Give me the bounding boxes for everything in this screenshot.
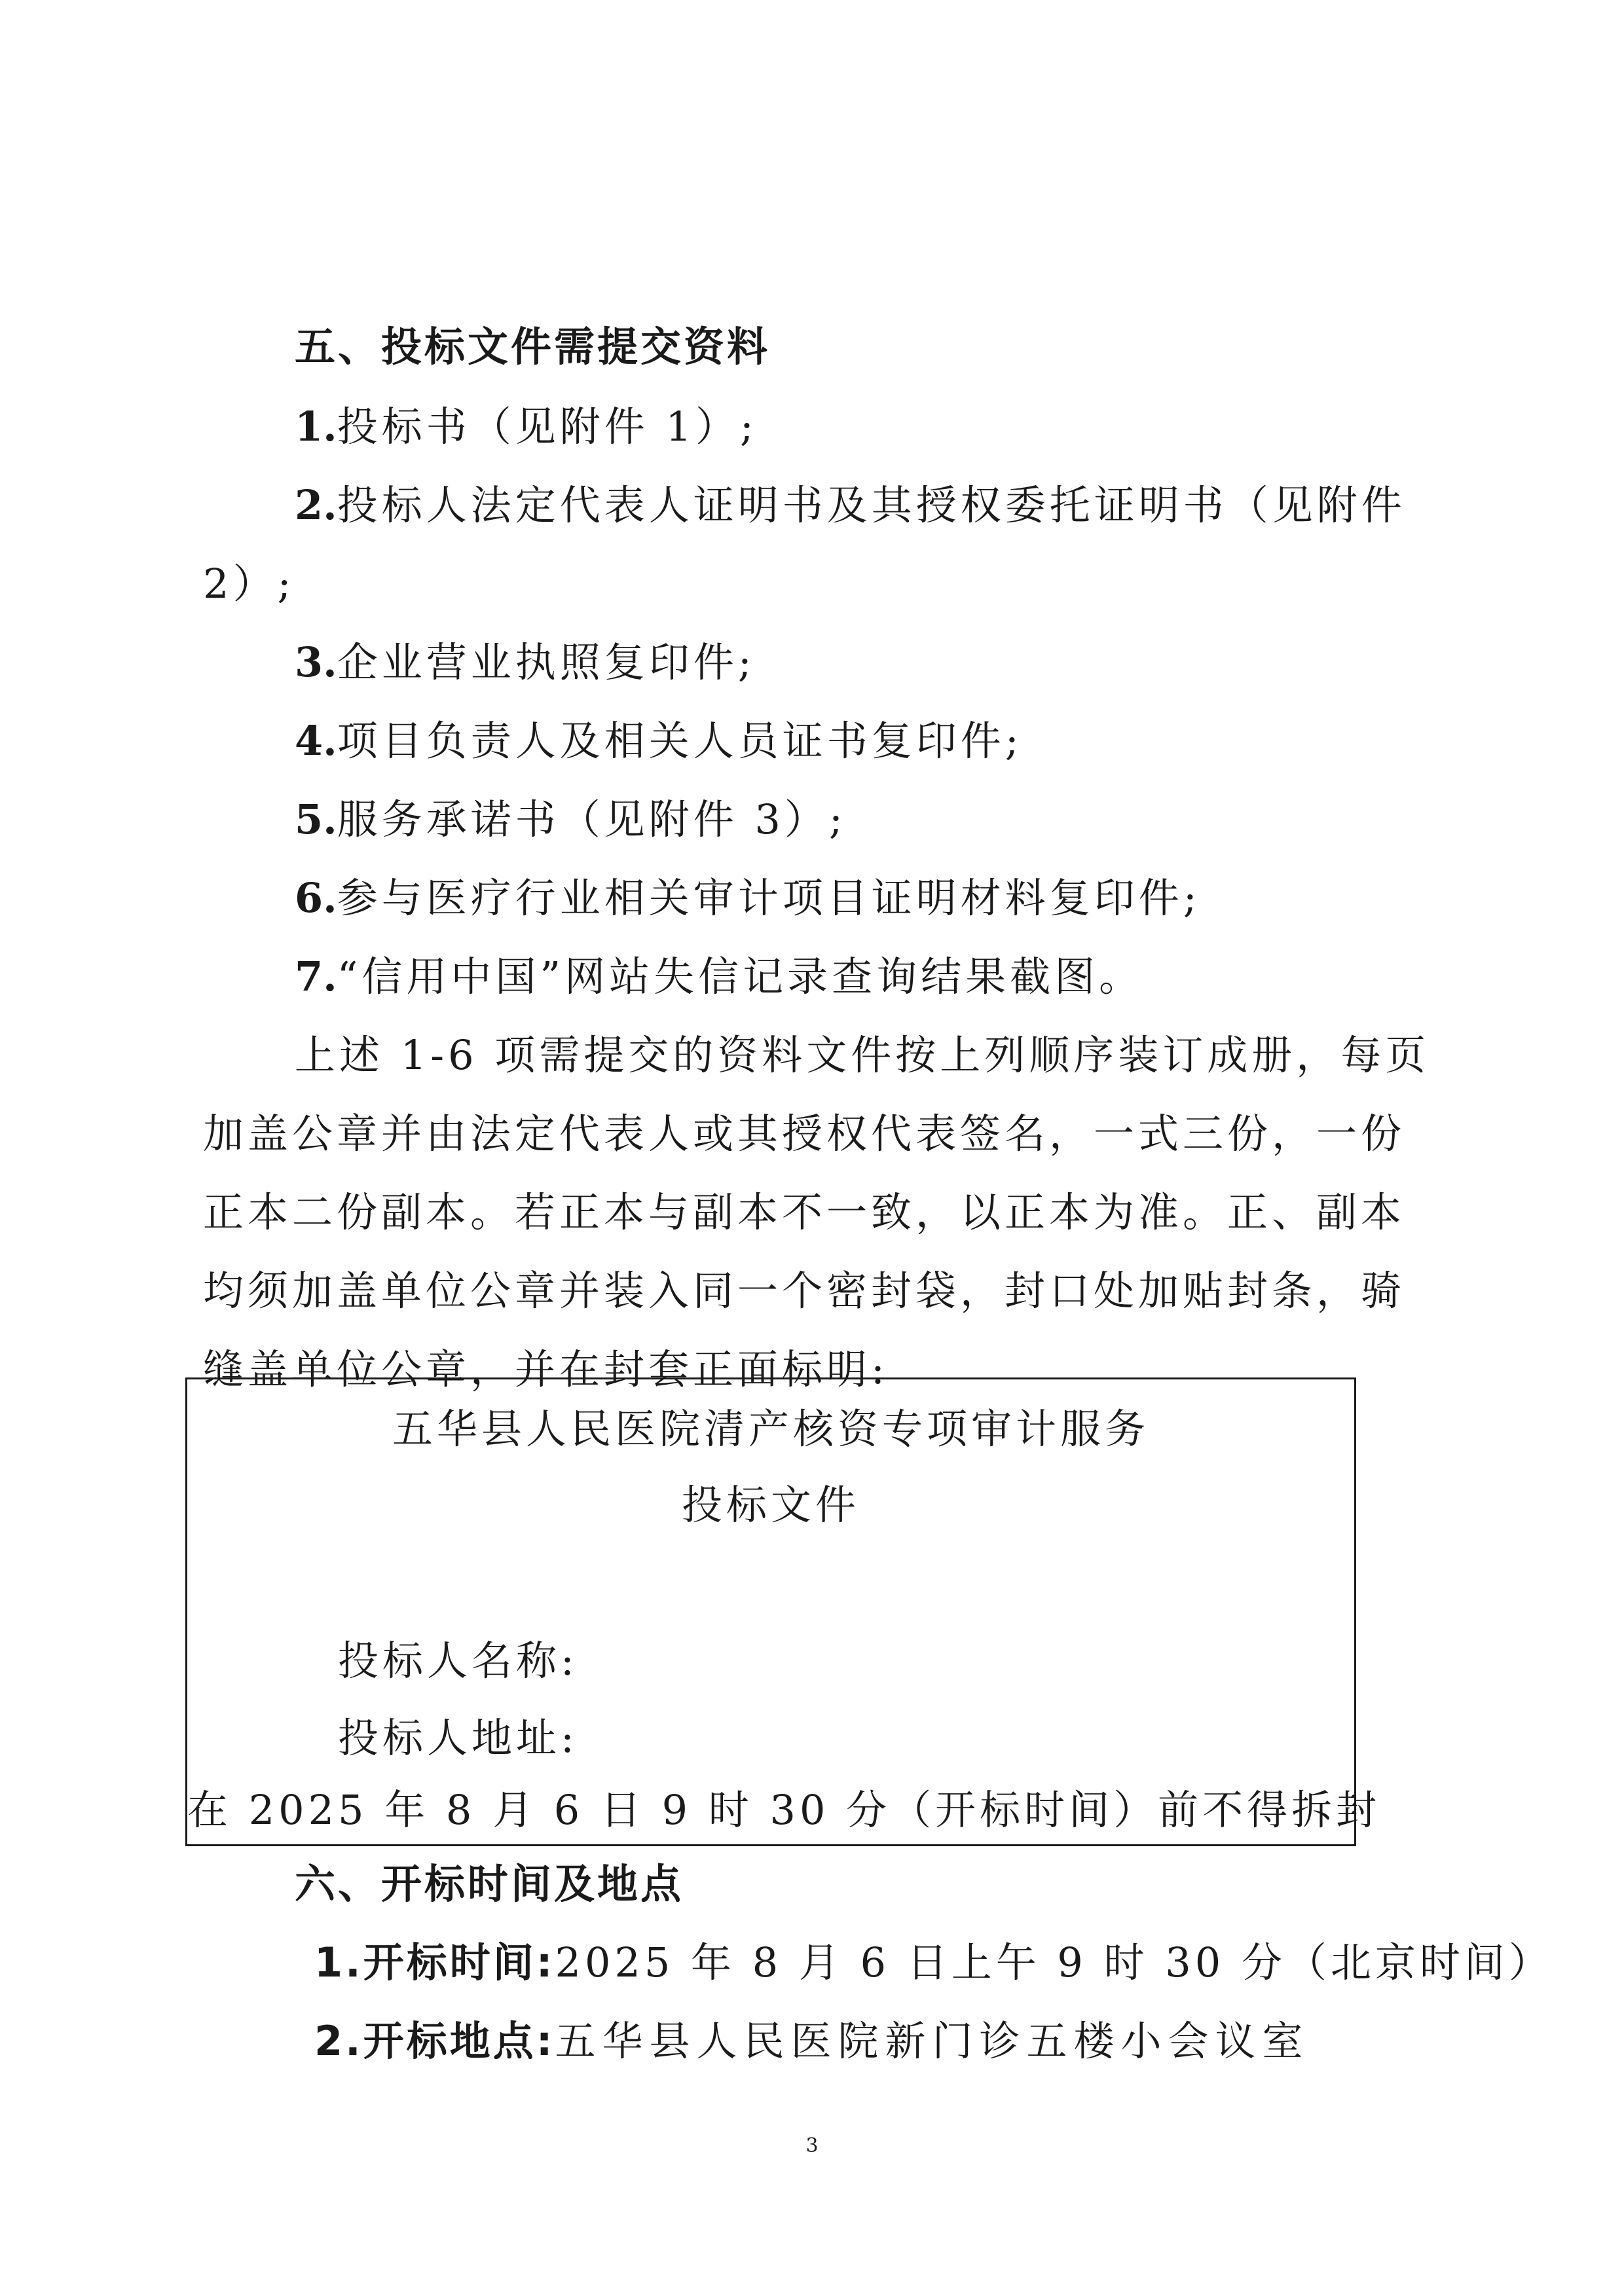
list-item-7 [295,951,1143,1003]
item-number: 5. [295,795,337,843]
item-number: 4. [295,717,337,765]
paragraph-line-2: 加盖公章并由法定代表人或其授权代表签名，一式三份，一份 [203,1110,1406,1157]
item-text: 服务承诺书（见附件 3）; [337,795,847,843]
bidder-address-label: 投标人地址: [338,1714,578,1762]
opening-time [314,1937,1553,1989]
section6-title: 六、开标时间及地点 [295,1860,684,1908]
page-number: 3 [805,2134,819,2157]
list-item-2-continuation: 2）; [203,560,295,608]
opening-place-label: 2.开标地点: [314,2017,555,2065]
item-text: 参与医疗行业相关审计项目证明材料复印件; [337,874,1201,922]
item-text: 项目负责人及相关人员证书复印件; [337,717,1023,765]
item-text: “信用中国”网站失信记录查询结果截图。 [337,953,1144,1000]
opening-place-value: 五华县人民医院新门诊五楼小会议室 [555,2017,1310,2065]
item-number: 7. [295,953,337,1000]
opening-place [314,2015,1310,2068]
section5-title: 五、投标文件需提交资料 [295,323,771,371]
opening-time-label: 1.开标时间: [314,1939,555,1986]
list-item-5 [295,793,847,846]
envelope-notice: 在 2025 年 8 月 6 日 9 时 30 分（开标时间）前不得拆封 [187,1786,1381,1834]
list-item-4 [295,715,1023,767]
list-item-1 [295,401,758,453]
paragraph-line-3: 正本二份副本。若正本与副本不一致，以正本为准。正、副本 [203,1188,1406,1236]
paragraph-line-4: 均须加盖单位公章并装入同一个密封袋，封口处加贴封条，骑 [203,1267,1406,1315]
paragraph-line-1: 上述 1-6 项需提交的资料文件按上列顺序装订成册，每页 [295,1031,1430,1079]
item-number: 2. [295,481,337,529]
item-text: 投标书（见附件 1）; [337,403,758,450]
bidder-name-label: 投标人名称: [338,1637,578,1685]
opening-time-value: 2025 年 8 月 6 日上午 9 时 30 分（北京时间） [555,1939,1553,1986]
item-number: 1. [295,403,337,450]
item-text: 企业营业执照复印件; [337,638,756,686]
item-text: 投标人法定代表人证明书及其授权委托证明书（见附件 [337,481,1406,529]
item-number: 6. [295,874,337,922]
list-item-2 [295,479,1406,532]
envelope-label-box [185,1377,1381,1846]
item-number: 3. [295,638,337,686]
list-item-3 [295,636,756,689]
envelope-title-line2: 投标文件 [681,1481,860,1529]
paragraph-line-5: 缝盖单位公章，并在封套正面标明: [203,1345,889,1393]
envelope-title-line1: 五华县人民医院清产核资专项审计服务 [392,1405,1149,1453]
list-item-6 [295,872,1201,924]
